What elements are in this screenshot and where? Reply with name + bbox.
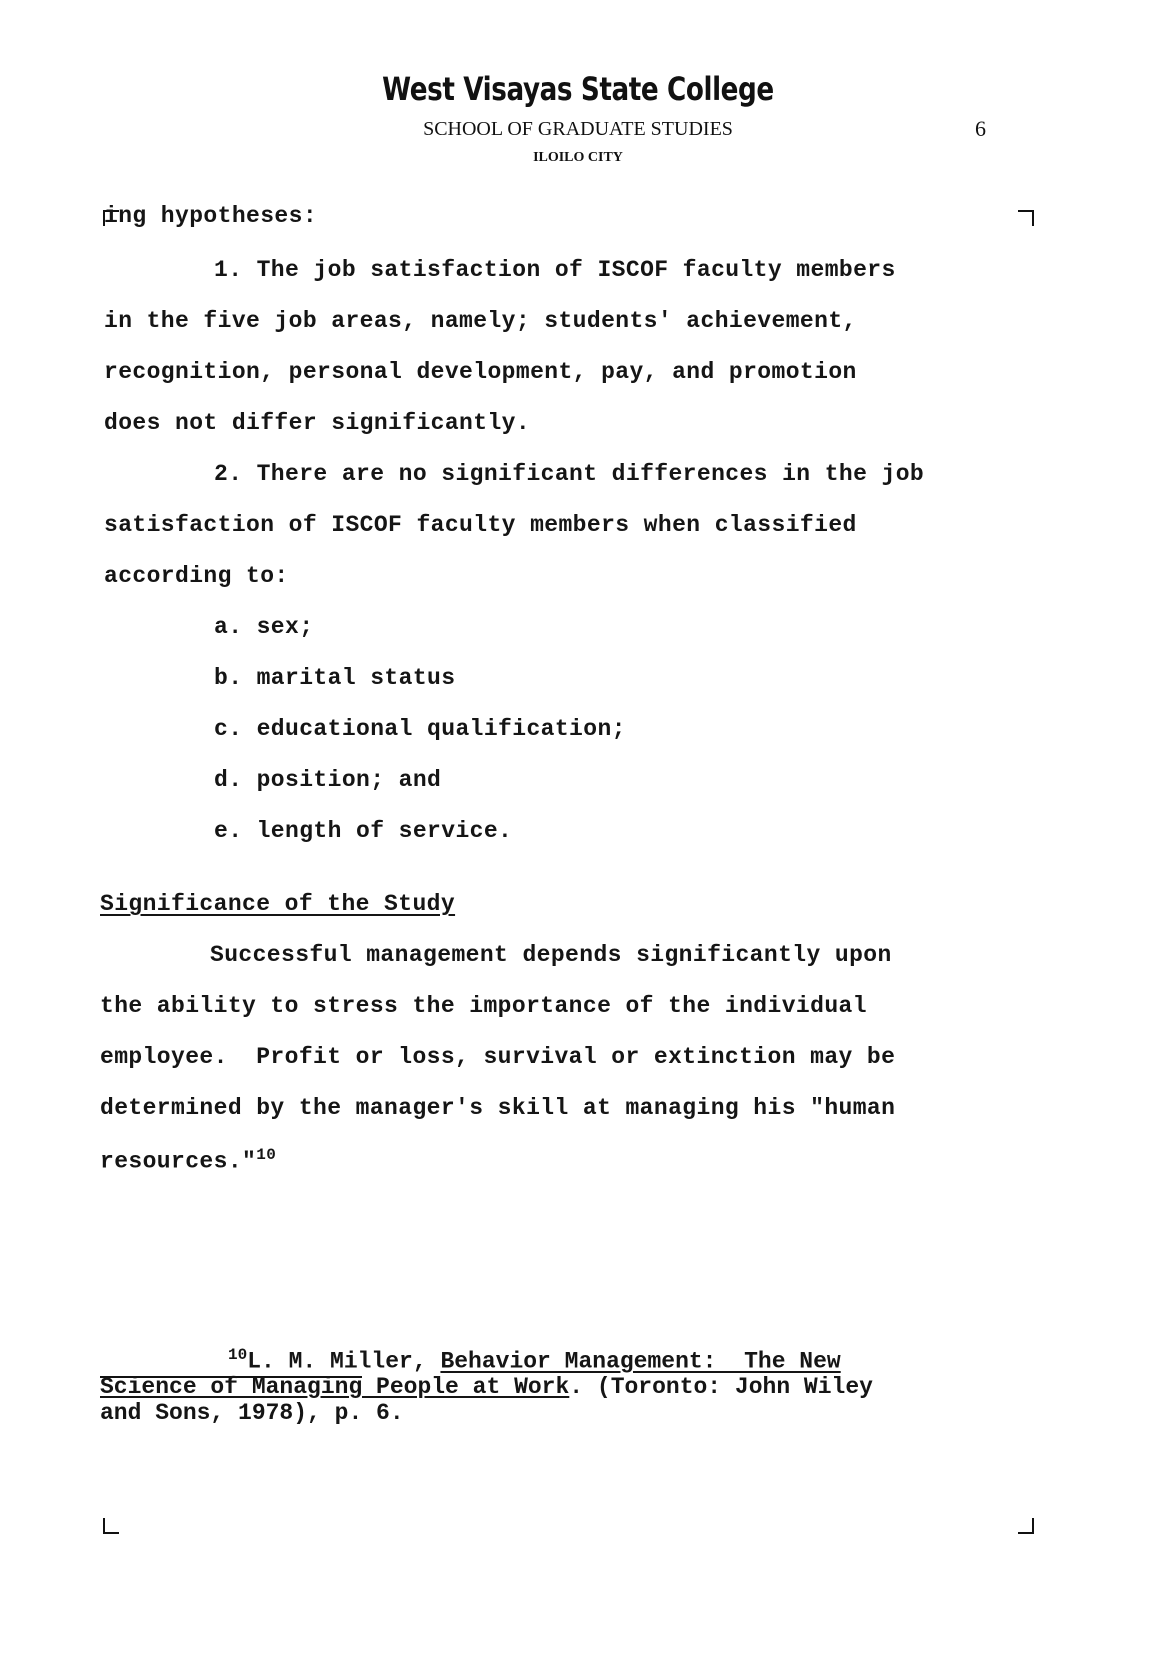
paragraph-line-3: employee. Profit or loss, survival or extinction may be [100,1044,896,1070]
hypothesis-1-line-1: 1. The job satisfaction of ISCOF faculty members [214,257,896,283]
college-name: West Visayas State College [382,70,774,108]
list-item: d. position; and [214,767,442,793]
paragraph-line-5 [100,1146,276,1175]
footnote-publisher: . (Toronto: John Wiley [569,1374,873,1400]
paragraph-line-5-text: resources." [100,1148,257,1175]
footnote-author: L. M. Miller, [247,1348,441,1375]
paragraph-line-2: the ability to stress the importance of the individual [100,993,867,1019]
footnote-reference: 10 [256,1146,277,1164]
paragraph-line-1: Successful management depends significantly upon [210,942,892,968]
intro-line: ing hypotheses: [104,203,318,229]
footnote-title-part-2: Science of Managing People at Work [100,1374,570,1400]
list-item: c. educational qualification; [214,716,626,742]
hypothesis-2-line-2: satisfaction of ISCOF faculty members when classified [104,512,857,538]
hypothesis-2-line-3: according to: [104,563,289,589]
list-item: e. length of service. [214,818,513,844]
crop-mark-bottom-left [103,1518,119,1534]
paragraph-line-4: determined by the manager's skill at managing his "human [100,1095,896,1121]
crop-mark-top-right [1018,210,1034,226]
hypothesis-1-line-2: in the five job areas, namely; students' achievement, [104,308,857,334]
hypothesis-1-line-4: does not differ significantly. [104,410,531,436]
city-name: ILOILO CITY [533,150,623,165]
footnote-line-2 [100,1374,873,1400]
section-heading: Significance of the Study [100,891,456,917]
hypothesis-1-line-3: recognition, personal development, pay, and promotion [104,359,857,385]
footnote-line-3: and Sons, 1978), p. 6. [100,1400,404,1426]
crop-mark-bottom-right [1018,1518,1034,1534]
school-name: SCHOOL OF GRADUATE STUDIES [423,118,733,140]
list-item: a. sex; [214,614,314,640]
hypothesis-2-line-1: 2. There are no significant differences in the job [214,461,925,487]
footnote-line-1 [228,1346,841,1375]
page-number: 6 [975,116,986,141]
footnote-title-part-1: Behavior Management: The New [440,1348,841,1375]
list-item: b. marital status [214,665,456,691]
footnote-number: 10 [228,1346,248,1364]
